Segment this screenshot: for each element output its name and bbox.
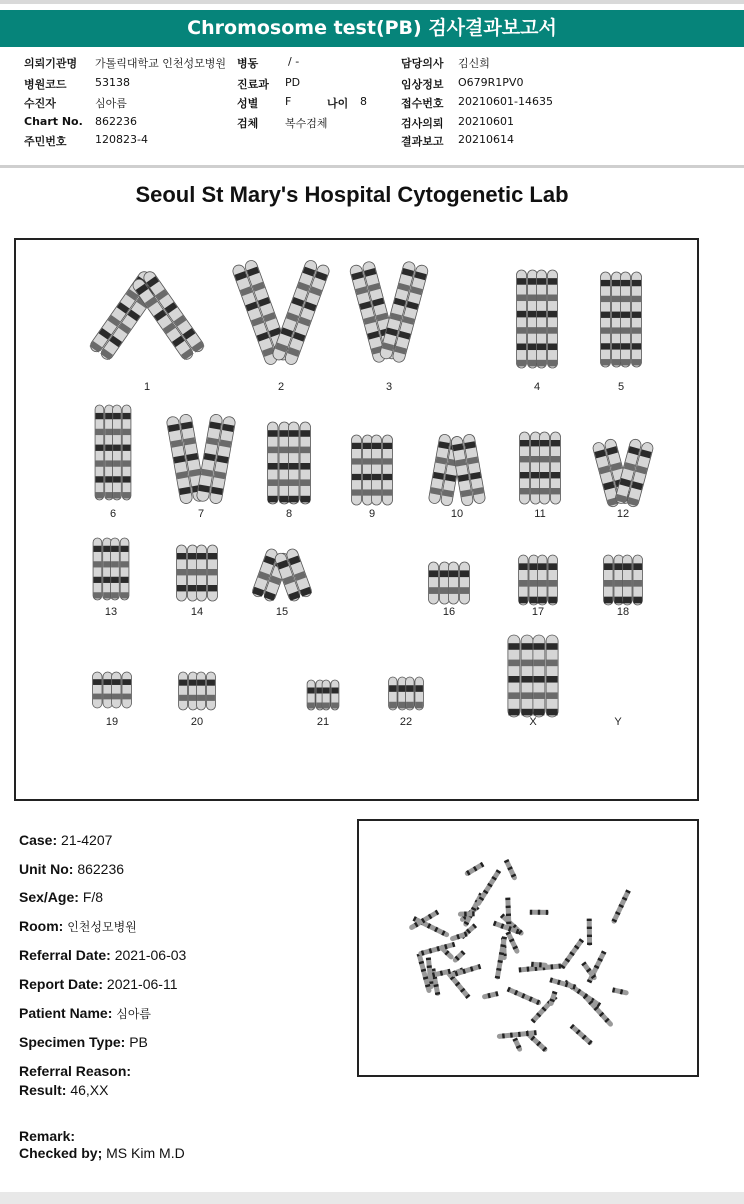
metaphase-chromosome [587,950,607,983]
patient-info-panel [0,47,744,167]
field-value: 862236 [77,861,125,877]
field-referral-date [19,947,186,963]
info-key-specimen: 검체 [237,117,259,130]
top-border [0,0,744,4]
chromosome-pair-10 [428,433,486,506]
field-report-date [19,976,177,992]
field-value: 심아름 [116,1007,152,1021]
metaphase-chromosome [482,991,499,1000]
metaphase-chromosome [475,869,501,907]
chromosome-label-17: 17 [531,606,545,618]
field-value: 2021-06-11 [106,976,178,992]
field-unit-no [19,861,124,877]
chromosome-label-14: 14 [190,606,204,618]
field-room [19,918,137,935]
info-value-chart-no: 862236 [95,115,137,128]
chromosome-label-12: 12 [616,508,630,520]
chromosome-pair-4 [517,270,558,368]
chromosome-label-15: 15 [275,606,289,618]
karyogram [16,240,697,799]
chromosome-pair-9 [352,435,393,505]
chromosome-pair-18 [604,555,643,605]
field-value: MS Kim M.D [106,1145,185,1161]
info-key-department: 진료과 [237,78,269,91]
info-value-request-date: 20210601 [458,115,514,128]
info-value-accession: 20210601-14635 [458,95,553,108]
field-referral-reason [19,1063,131,1079]
field-key: Patient Name: [19,1005,113,1021]
chromosome-label-7: 7 [197,508,205,520]
info-key-patient: 수진자 [24,97,56,110]
chromosome-pair-3 [349,260,429,363]
field-value: 2021-06-03 [114,947,187,963]
field-key: Result: [19,1082,67,1098]
metaphase-chromosome [413,916,450,938]
metaphase-chromosome [583,994,614,1028]
metaphase-spread [359,821,697,1075]
metaphase-chromosome [512,1038,523,1053]
field-key: Referral Date: [19,947,111,963]
info-key-clinical-info: 임상정보 [401,78,444,91]
info-value-specimen: 복수검체 [285,117,328,130]
field-patient-name [19,1005,151,1022]
metaphase-chromosome [570,1024,594,1046]
field-key: Case: [19,832,58,848]
field-value: 21-4207 [61,832,113,848]
chromosome-label-13: 13 [104,606,118,618]
info-value-age: 8 [360,95,367,108]
info-value-resident-no: 120823-4 [95,133,148,146]
info-key-institution: 의뢰기관명 [24,57,78,70]
chromosome-pair-14 [177,545,218,601]
metaphase-chromosome [458,911,475,916]
field-case [19,832,112,848]
chromosome-pair-1 [88,269,206,361]
chromosome-label-y: Y [614,716,622,728]
chromosome-pair-8 [267,422,310,504]
bottom-bar [0,1192,744,1204]
chromosome-label-5: 5 [617,381,625,393]
chromosome-label-18: 18 [616,606,630,618]
field-specimen-type [19,1034,148,1050]
metaphase-chromosome [507,987,542,1006]
metaphase-chromosome [560,938,585,970]
chromosome-pair-21 [307,680,339,710]
chromosome-pair-7 [166,413,236,504]
info-value-institution: 가톨릭대학교 인천성모병원 [95,57,227,70]
info-key-accession: 접수번호 [401,97,444,110]
chromosome-pair-6 [95,405,131,500]
info-key-doctor: 담당의사 [401,57,444,70]
chromosome-pair-16 [429,562,470,604]
info-key-age: 나이 [327,97,349,110]
chromosome-label-1: 1 [143,381,151,393]
chromosome-label-16: 16 [442,606,456,618]
info-key-ward: 병동 [237,57,259,70]
metaphase-image [357,819,699,1077]
info-value-doctor: 김신희 [458,57,490,70]
field-result [19,1082,108,1098]
separator [0,165,744,168]
chromosome-label-22: 22 [399,716,413,728]
info-value-hospital-code: 53138 [95,76,130,89]
info-key-hospital-code: 병원코드 [24,78,67,91]
field-key: Report Date: [19,976,104,992]
chromosome-label-21: 21 [316,716,330,728]
info-value-department: PD [285,76,301,89]
chromosome-label-8: 8 [285,508,293,520]
lab-title: Seoul St Mary's Hospital Cytogenetic Lab [135,182,569,207]
chromosome-label-19: 19 [105,716,119,728]
chromosome-pair-5 [601,272,642,367]
info-value-clinical-info: O679R1PV0 [458,76,524,89]
field-key: Remark: [19,1128,76,1144]
chromosome-label-9: 9 [368,508,376,520]
field-checked-by [19,1145,185,1161]
chromosome-pair-11 [520,432,561,504]
chromosome-label-20: 20 [190,716,204,728]
info-key-chart-no: Chart No. [24,115,83,128]
field-key: Unit No: [19,861,74,877]
karyotype-image [14,238,699,801]
chromosome-pair-2 [231,259,331,366]
metaphase-chromosome [587,919,592,946]
info-key-sex: 성별 [237,97,259,110]
metaphase-chromosome [449,931,467,941]
metaphase-chromosome [464,862,485,877]
info-value-report-date: 20210614 [458,133,514,146]
field-value: PB [129,1034,148,1050]
chromosome-pair-13 [93,538,129,600]
chromosome-label-10: 10 [450,508,464,520]
info-key-request-date: 검사의뢰 [401,117,444,130]
chromosome-pair-20 [179,672,216,710]
field-key: Room: [19,918,64,934]
metaphase-chromosome [611,889,631,924]
metaphase-chromosome [505,931,520,955]
chromosome-label-x: X [529,716,537,728]
chromosome-pair-x [508,635,558,717]
info-value-sex: F [285,95,292,108]
field-key: Checked by; [19,1145,103,1161]
chromosome-pair-17 [519,555,558,605]
chromosome-pair-22 [389,677,424,710]
chromosome-pair-19 [93,672,132,708]
metaphase-chromosome [504,859,518,881]
info-key-resident-no: 주민번호 [24,135,67,148]
field-key: Referral Reason: [19,1063,132,1079]
field-value: F/8 [82,889,104,905]
chromosome-label-11: 11 [534,508,546,520]
chromosome-label-4: 4 [533,381,541,393]
info-value-patient: 심아름 [95,97,127,110]
field-value: 인천성모병원 [67,920,137,934]
field-remark [19,1128,75,1144]
chromosome-label-3: 3 [385,381,393,393]
field-key: Sex/Age: [19,889,79,905]
chromosome-label-6: 6 [109,508,117,520]
report-title: Chromosome test(PB) 검사결과보고서 [0,10,744,47]
info-value-ward: / - [288,55,300,68]
metaphase-chromosome [549,977,577,989]
field-sex-age [19,889,103,905]
metaphase-chromosome [530,910,549,915]
chromosome-pair-15 [251,547,313,602]
info-key-report-date: 결과보고 [401,135,444,148]
field-key: Specimen Type: [19,1034,126,1050]
chromosome-pair-12 [592,438,654,508]
metaphase-chromosome [452,950,466,964]
field-value: 46,XX [70,1082,109,1098]
metaphase-chromosome [505,898,511,929]
metaphase-chromosome [612,987,629,995]
chromosome-label-2: 2 [277,381,285,393]
